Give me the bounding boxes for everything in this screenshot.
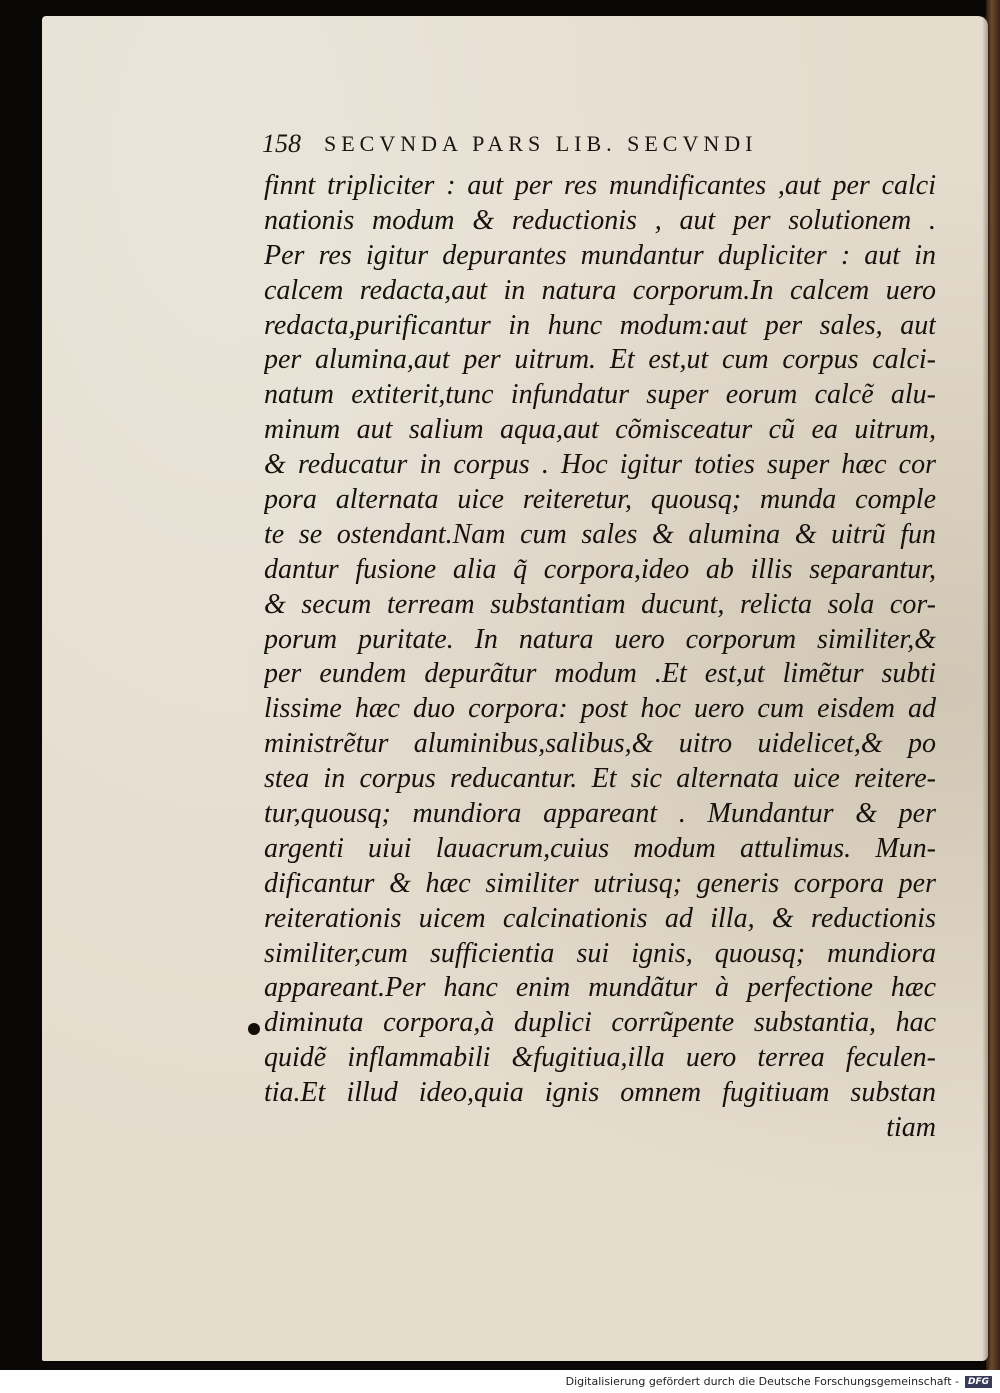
text-line: tur,quousq; mundiora appareant . Mundantur & per bbox=[264, 798, 936, 830]
text-line: Per res igitur depurantes mundantur dupliciter : aut in bbox=[264, 239, 936, 271]
text-line: tiam bbox=[886, 1112, 936, 1144]
text-line: reiterationis uicem calcinationis ad illa, & reductionis bbox=[264, 902, 936, 934]
running-head bbox=[262, 129, 862, 159]
page-edge-shadow bbox=[982, 16, 988, 1361]
text-line: tia.Et illud ideo,quia ignis omnem fugitiuam substan bbox=[264, 1077, 936, 1109]
dfg-logo: DFG bbox=[965, 1376, 992, 1388]
text-line: diminuta corpora,à duplici corrũpente substantia, hac bbox=[264, 1007, 936, 1039]
text-line: & secum terream substantiam ducunt, relicta sola cor- bbox=[264, 588, 936, 620]
text-line: calcem redacta,aut in natura corporum.In calcem uero bbox=[264, 274, 936, 306]
text-line: argenti uiui lauacrum,cuius modum attulimus. Mun- bbox=[264, 832, 936, 864]
body-text bbox=[264, 169, 936, 1146]
text-line: dantur fusione alia q̃ corpora,ideo ab illis separantur, bbox=[264, 553, 936, 585]
text-line: appareant.Per hanc enim mundãtur à perfectione hæc bbox=[264, 972, 936, 1004]
book-spine bbox=[986, 0, 1000, 1370]
text-line: redacta,purificantur in hunc modum:aut per sales, aut bbox=[264, 309, 936, 341]
page-number: 158 bbox=[262, 129, 301, 158]
text-line: lissime hæc duo corpora: post hoc uero cum eisdem ad bbox=[264, 693, 936, 725]
text-line: per eundem depurãtur modum .Et est,ut limẽtur subti bbox=[264, 658, 936, 690]
text-line: similiter,cum sufficientia sui ignis, quousq; mundiora bbox=[264, 937, 936, 969]
text-line: natum extiterit,tunc infundatur super eorum calcẽ alu- bbox=[264, 379, 936, 411]
running-head-title: SECVNDA PARS LIB. SECVNDI bbox=[324, 131, 758, 156]
text-line: quidẽ inflammabili &fugitiua,illa uero terrea feculen- bbox=[264, 1042, 936, 1074]
digitization-footer bbox=[0, 1370, 1000, 1393]
text-line: ministrẽtur aluminibus,salibus,& uitro uidelicet,& po bbox=[264, 728, 936, 760]
text-line: & reducatur in corpus . Hoc igitur toties super hæc cor bbox=[264, 449, 936, 481]
text-line: dificantur & hæc similiter utriusq; generis corpora per bbox=[264, 867, 936, 899]
text-line: nationis modum & reductionis , aut per solutionem . bbox=[264, 204, 936, 236]
text-line: finnt tripliciter : aut per res mundificantes ,aut per calci bbox=[264, 170, 936, 201]
filled-dot-icon bbox=[248, 1023, 260, 1035]
text-line: te se ostendant.Nam cum sales & alumina & uitrũ fun bbox=[264, 518, 936, 550]
funding-credit: Digitalisierung gefördert durch die Deutsche Forschungsgemeinschaft - bbox=[565, 1375, 959, 1388]
text-line: pora alternata uice reiteretur, quousq; munda comple bbox=[264, 484, 936, 516]
text-line: stea in corpus reducantur. Et sic alternata uice reitere- bbox=[264, 763, 936, 795]
text-line: minum aut salium aqua,aut cõmisceatur cũ ea uitrum, bbox=[264, 414, 936, 446]
text-line: per alumina,aut per uitrum. Et est,ut cum corpus calci- bbox=[264, 344, 936, 376]
text-line: porum puritate. In natura uero corporum similiter,& bbox=[264, 623, 936, 655]
